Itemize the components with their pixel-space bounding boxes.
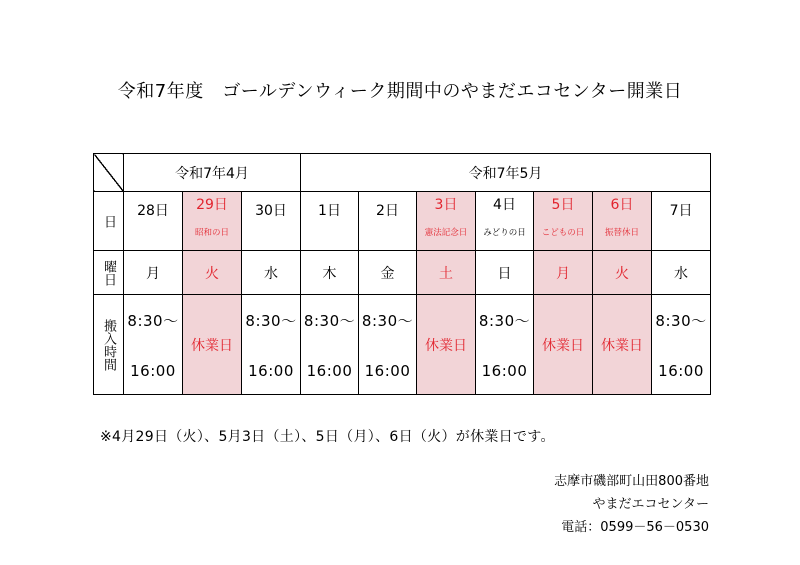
- weekday-cell: 水: [652, 251, 711, 295]
- closed-label: 休業日: [542, 337, 585, 354]
- close-time: 16:00: [248, 361, 294, 380]
- open-time: 8:30～: [478, 311, 531, 330]
- weekday-row: [94, 251, 711, 295]
- close-time: 16:00: [130, 361, 176, 380]
- holiday-name: こどもの日: [541, 228, 585, 238]
- date-number: 29日: [196, 197, 228, 213]
- date-number: 30日: [255, 203, 287, 219]
- hours-cell: [359, 295, 417, 395]
- date-cell: [242, 192, 301, 251]
- date-cell: [301, 192, 359, 251]
- close-time: 16:00: [658, 361, 704, 380]
- date-cell: [593, 192, 652, 251]
- month-header-row: [94, 154, 711, 192]
- date-number: 6日: [610, 197, 634, 213]
- closed-label: 休業日: [425, 337, 468, 354]
- date-cell: [476, 192, 534, 251]
- weekday-cell: 金: [359, 251, 417, 295]
- open-time: 8:30～: [127, 311, 179, 330]
- address-line: 志摩市磯部町山田800番地: [554, 474, 709, 489]
- closed-cell: [417, 295, 476, 395]
- holiday-name: 昭和の日: [194, 228, 229, 238]
- weekday-cell: 火: [593, 251, 652, 295]
- month-may: 令和7年5月: [301, 154, 711, 192]
- date-number: 5日: [551, 197, 575, 213]
- date-cell: [652, 192, 711, 251]
- closed-label: 休業日: [601, 337, 644, 354]
- closed-days-note: ※4月29日（火）、5月3日（土）、5日（月）、6日（火）が休業日です。: [100, 429, 555, 445]
- closed-cell: [534, 295, 593, 395]
- date-number: 3日: [434, 197, 458, 213]
- date-cell: [417, 192, 476, 251]
- holiday-name: 憲法記念日: [424, 228, 468, 238]
- page-title: 令和7年度 ゴールデンウィーク期間中のやまだエコセンター開業日: [117, 81, 683, 102]
- date-cell: [534, 192, 593, 251]
- date-row: [94, 192, 711, 251]
- date-cell: [124, 192, 183, 251]
- holiday-name: 振替休日: [605, 228, 640, 238]
- weekday-cell: 月: [534, 251, 593, 295]
- close-time: 16:00: [306, 361, 353, 380]
- weekday-cell: 日: [476, 251, 534, 295]
- hours-row-label: 搬入時間: [94, 295, 124, 395]
- open-time: 8:30～: [245, 311, 297, 330]
- hours-cell: [124, 295, 183, 395]
- close-time: 16:00: [481, 361, 528, 380]
- hours-cell: [242, 295, 301, 395]
- date-number: 2日: [376, 203, 399, 219]
- weekday-cell: 月: [124, 251, 183, 295]
- weekday-cell: 火: [183, 251, 242, 295]
- date-row-label: 日: [94, 192, 124, 251]
- hours-cell: [476, 295, 534, 395]
- date-cell: [183, 192, 242, 251]
- facility-name: やまだエコセンター: [592, 497, 709, 512]
- weekday-row-label: 曜日: [94, 251, 124, 295]
- closed-cell: [183, 295, 242, 395]
- weekday-cell: 水: [242, 251, 301, 295]
- open-time: 8:30～: [361, 311, 414, 330]
- corner-cell: [94, 154, 124, 192]
- open-time: 8:30～: [303, 311, 356, 330]
- hours-cell: [652, 295, 711, 395]
- date-number: 28日: [137, 203, 169, 219]
- weekday-cell: 木: [301, 251, 359, 295]
- open-time: 8:30～: [655, 311, 707, 330]
- date-number: 4日: [493, 197, 516, 213]
- closed-cell: [593, 295, 652, 395]
- phone-number: 電話：0599－56－0530: [561, 520, 709, 535]
- closed-label: 休業日: [191, 337, 233, 354]
- date-number: 7日: [669, 203, 693, 219]
- hours-cell: [301, 295, 359, 395]
- weekday-cell: 土: [417, 251, 476, 295]
- close-time: 16:00: [364, 361, 411, 380]
- hours-row: [94, 295, 711, 395]
- date-cell: [359, 192, 417, 251]
- schedule-table: [93, 153, 711, 395]
- month-april: 令和7年4月: [124, 154, 301, 192]
- holiday-name: みどりの日: [483, 228, 526, 238]
- date-number: 1日: [318, 203, 341, 219]
